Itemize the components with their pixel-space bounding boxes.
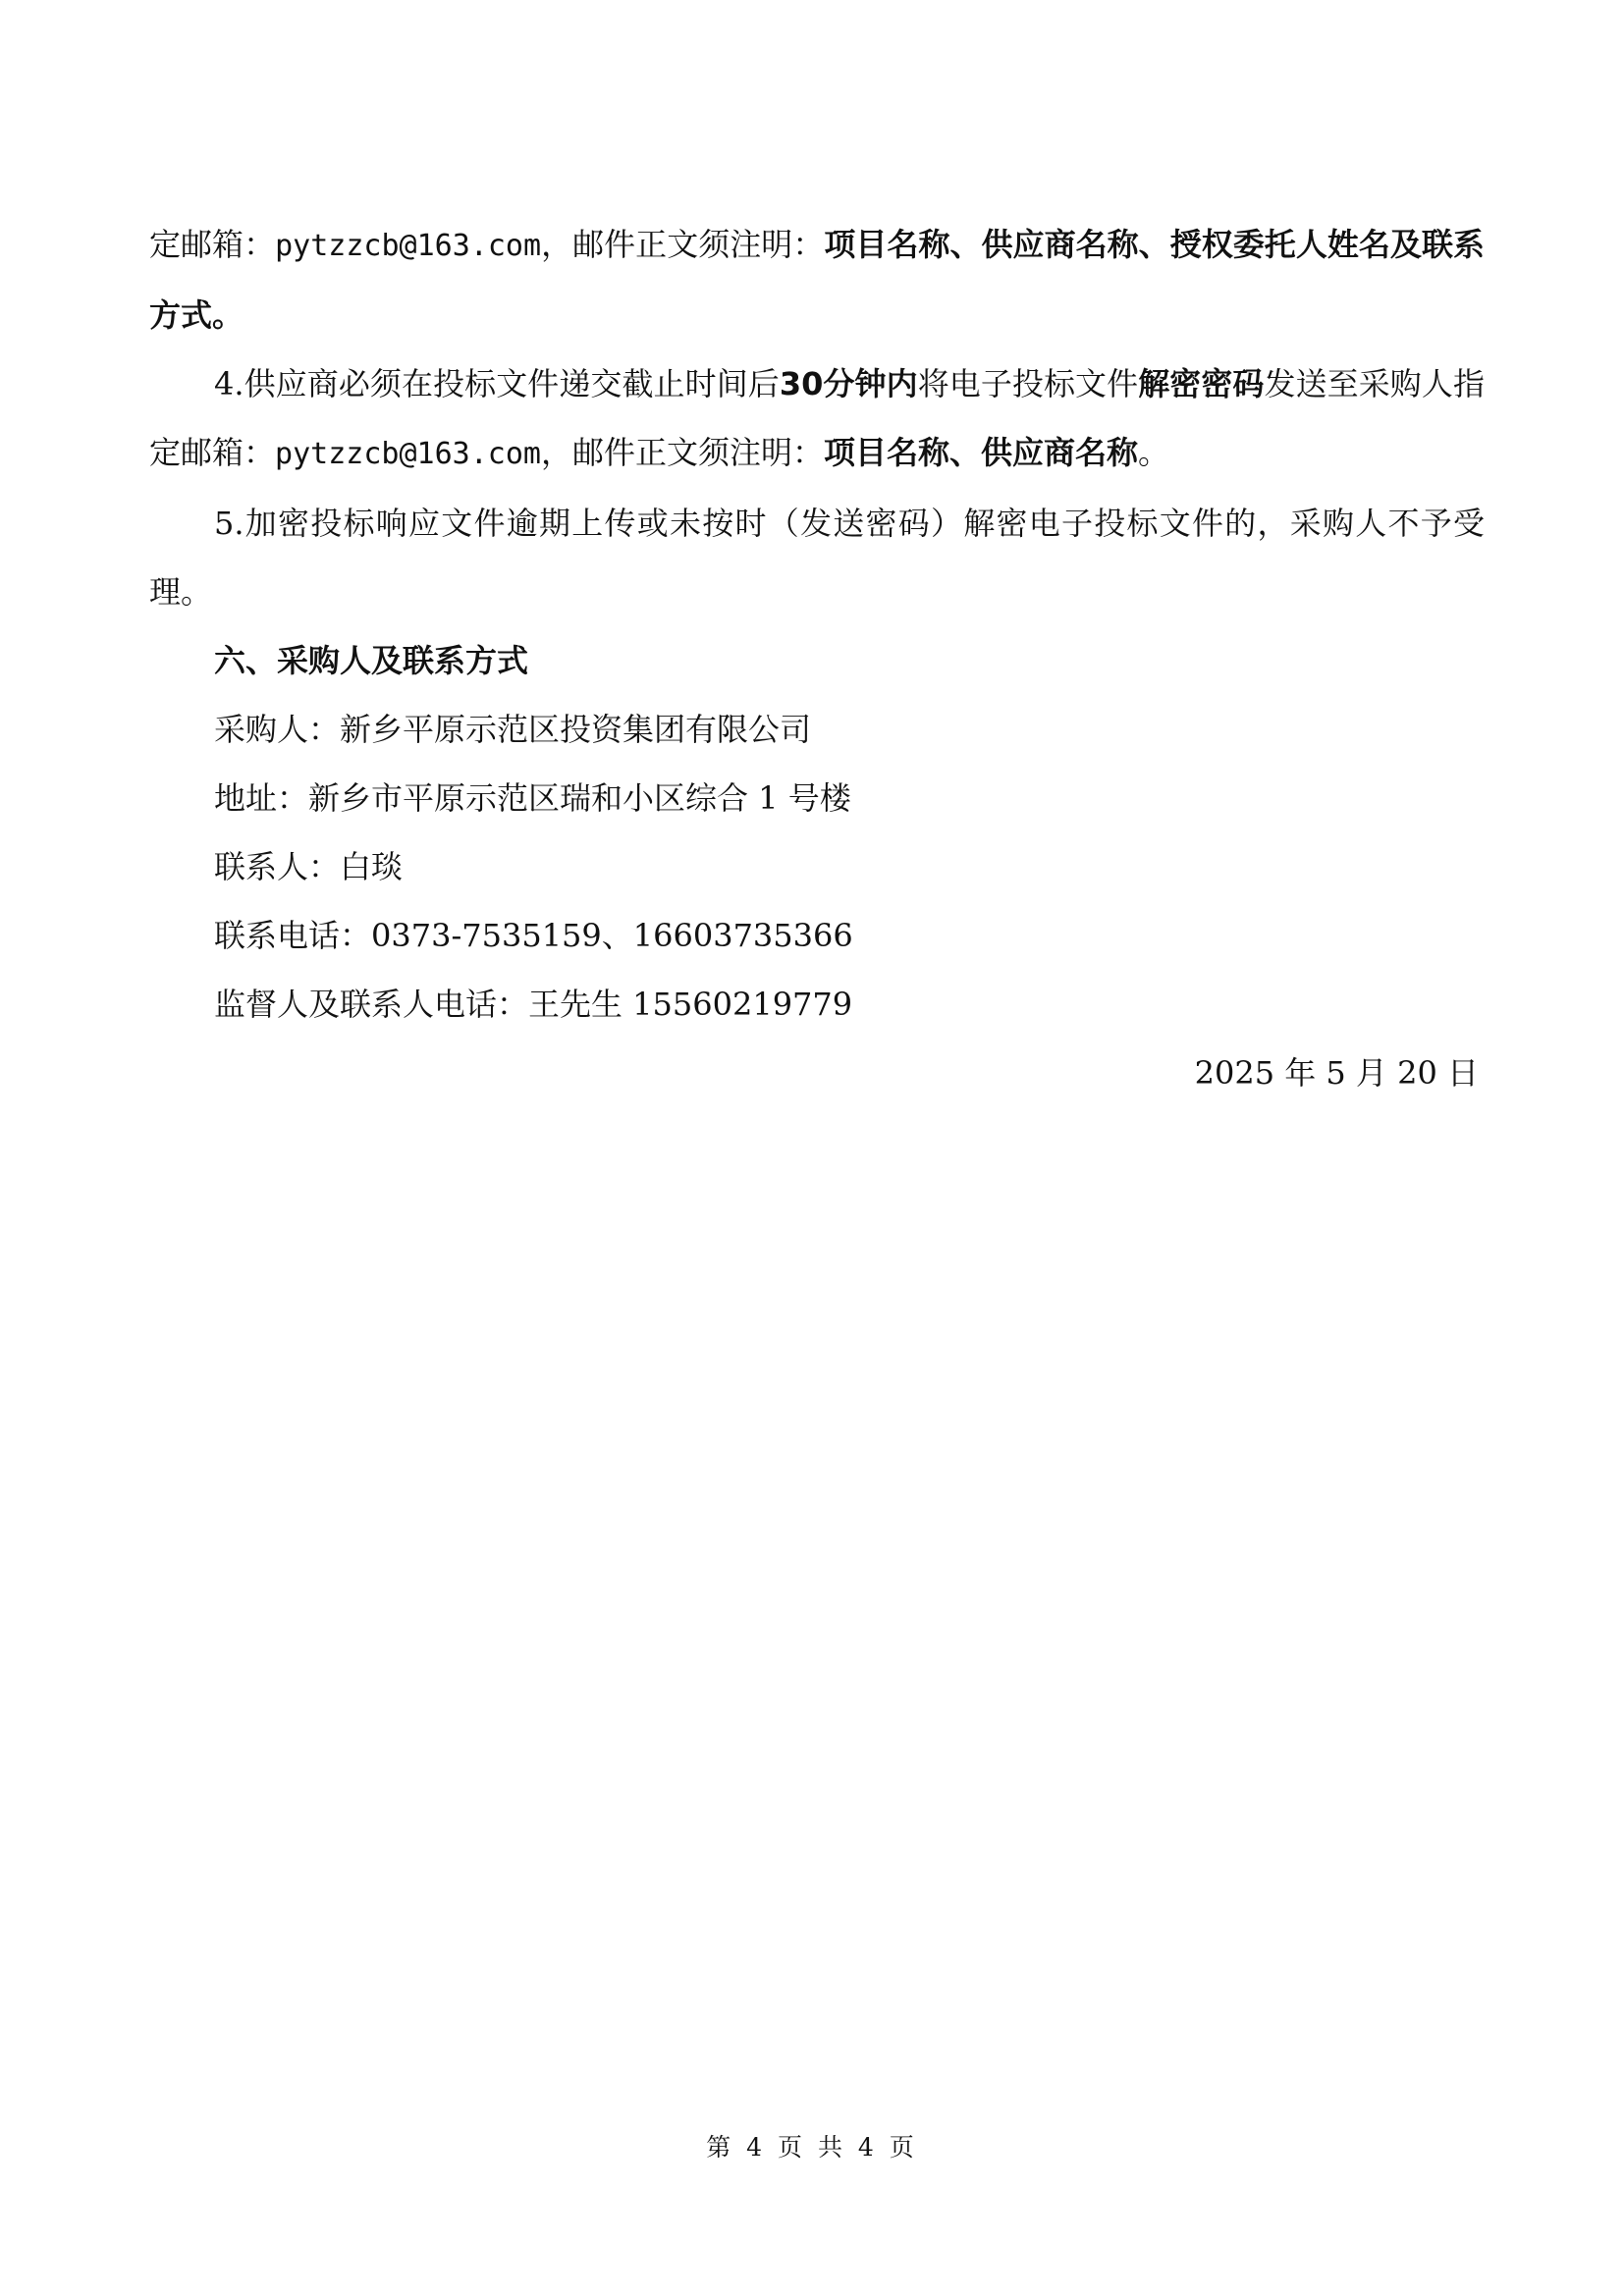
item-4-deadline: 30分钟内 xyxy=(779,365,918,402)
document-body xyxy=(149,210,1485,1107)
email-notice-middle: ，邮件正文须注明： xyxy=(541,226,825,263)
document-date: 2025 年 5 月 20 日 xyxy=(1194,1054,1479,1092)
item-4-middle-1: 将电子投标文件 xyxy=(917,365,1139,402)
email-required-fields: 项目名称、供应商名称、授权委托人姓名及联系方式。 xyxy=(149,226,1485,334)
paragraph-item-5: 5.加密投标响应文件逾期上传或未按时（发送密码）解密电子投标文件的，采购人不予受理。 xyxy=(149,505,1485,611)
email-notice-prefix: 定邮箱： xyxy=(149,226,276,263)
address-line: 地址：新乡市平原示范区瑞和小区综合 1 号楼 xyxy=(214,779,851,817)
item-4-middle-2: 发送至采购人指定邮箱： xyxy=(149,365,1485,471)
item-4-email-address: pytzzcb@163.com xyxy=(275,437,541,471)
email-address: pytzzcb@163.com xyxy=(275,229,542,263)
page-number-footer: 第 4 页 共 4 页 xyxy=(706,2133,918,2162)
item-4-required-fields: 项目名称、供应商名称 xyxy=(823,434,1138,471)
contact-phone-line: 联系电话：0373-7535159、16603735366 xyxy=(214,917,853,954)
section-six-heading: 六、采购人及联系方式 xyxy=(214,642,529,679)
supervisor-line: 监督人及联系人电话：王先生 15560219779 xyxy=(214,986,853,1023)
purchaser-line: 采购人：新乡平原示范区投资集团有限公司 xyxy=(214,711,812,748)
contact-person-line: 联系人：白琰 xyxy=(214,848,404,885)
paragraph-email-notice xyxy=(149,210,1485,349)
paragraph-item-4 xyxy=(149,349,1485,489)
item-4-password: 解密密码 xyxy=(1138,365,1265,402)
item-4-middle-3: ，邮件正文须注明： xyxy=(540,434,824,471)
item-4-prefix: 4.供应商必须在投标文件递交截止时间后 xyxy=(214,365,780,402)
item-4-end: 。 xyxy=(1137,434,1169,471)
